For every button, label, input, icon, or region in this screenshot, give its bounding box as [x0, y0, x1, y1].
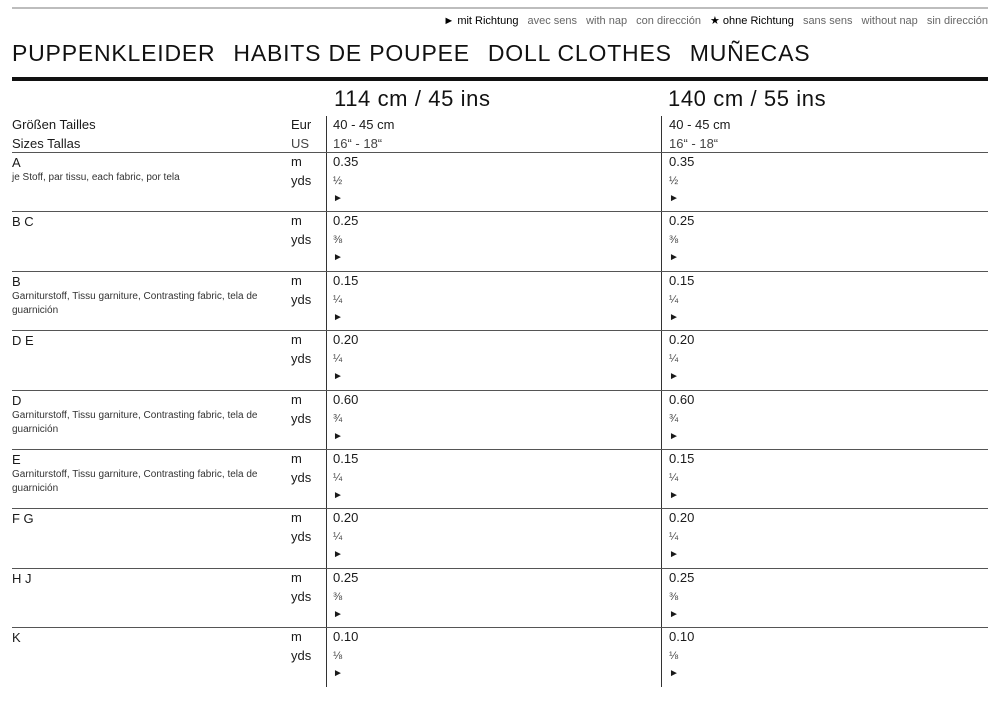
nap-arrow-icon: ►	[333, 489, 343, 501]
yardage-table	[12, 116, 988, 687]
yards-value-114: ¾	[333, 412, 343, 425]
unit-metric: m	[291, 272, 302, 288]
yards-value-140: ⅜	[669, 234, 679, 247]
title-en: DOLL CLOTHES	[487, 40, 672, 66]
legend-without-nap-fr: sans sens	[802, 15, 853, 27]
nap-arrow-icon: ►	[669, 430, 679, 442]
unit-imperial: yds	[291, 173, 312, 188]
metric-value-140: 0.20	[669, 332, 695, 348]
metric-value-114: 0.15	[333, 450, 359, 466]
yards-value-140: ⅜	[669, 590, 679, 603]
legend-with-nap-es: con dirección	[636, 15, 701, 27]
nap-legend	[437, 14, 988, 27]
metric-value-140: 0.25	[669, 569, 695, 585]
legend-with-nap-en: with nap	[586, 15, 628, 27]
fabric-width-114: 114 cm / 45 ins	[334, 86, 491, 111]
row-label: F G	[12, 511, 34, 527]
legend-with-nap-de: mit Richtung	[457, 15, 519, 27]
row-sublabel: Garniturstoff, Tissu garniture, Contrasting fabric, tela de guarnición	[12, 290, 258, 316]
yards-value-114: ½	[333, 175, 343, 187]
unit-imperial: yds	[291, 291, 312, 307]
metric-value-140: 0.25	[669, 213, 695, 229]
title-fr: HABITS DE POUPEE	[233, 40, 470, 66]
legend-with-nap-fr: avec sens	[527, 15, 578, 27]
yards-value-114: ¼	[333, 471, 343, 484]
nap-arrow-icon: ►	[669, 549, 679, 561]
row-sublabel: Garniturstoff, Tissu garniture, Contrasting fabric, tela de guarnición	[12, 409, 258, 435]
unit-metric: m	[291, 510, 302, 526]
title-rule	[12, 77, 988, 81]
unit-imperial: yds	[291, 588, 312, 604]
nap-arrow-icon: ►	[333, 371, 343, 383]
page-title	[12, 40, 828, 67]
metric-value-140: 0.15	[669, 450, 695, 466]
table-row	[12, 568, 988, 627]
unit-imperial: yds	[291, 648, 312, 664]
metric-value-114: 0.20	[333, 510, 359, 526]
yards-value-114: ⅛	[333, 650, 343, 663]
row-label: E	[12, 451, 21, 467]
yards-value-114: ¼	[333, 293, 343, 306]
unit-metric: m	[291, 154, 302, 169]
yards-value-140: ¼	[669, 531, 679, 544]
yards-value-140: ¼	[669, 353, 679, 366]
nap-arrow-icon: ►	[669, 668, 679, 680]
table-row	[12, 331, 988, 390]
row-sublabel: Garniturstoff, Tissu garniture, Contrasting fabric, tela de guarnición	[12, 468, 258, 494]
with-nap-arrow-icon: ►	[443, 15, 455, 27]
nap-arrow-icon: ►	[669, 489, 679, 501]
size-unit-eur: Eur	[291, 117, 312, 132]
metric-value-140: 0.10	[669, 629, 695, 645]
size-label-2: Sizes Tallas	[12, 136, 81, 151]
metric-value-114: 0.10	[333, 629, 359, 645]
yards-value-140: ½	[669, 175, 679, 187]
nap-arrow-icon: ►	[669, 193, 679, 204]
row-label: K	[12, 630, 21, 646]
unit-imperial: yds	[291, 232, 312, 248]
size-row	[12, 116, 988, 153]
top-divider	[12, 7, 988, 9]
unit-metric: m	[291, 450, 302, 466]
unit-metric: m	[291, 332, 302, 348]
table-row	[12, 449, 988, 508]
unit-imperial: yds	[291, 529, 312, 545]
table-row	[12, 390, 988, 449]
nap-arrow-icon: ►	[669, 608, 679, 620]
legend-without-nap-en: without nap	[861, 15, 918, 27]
title-de: PUPPENKLEIDER	[12, 40, 216, 66]
nap-arrow-icon: ►	[333, 549, 343, 561]
size-unit-us: US	[291, 136, 310, 151]
nap-arrow-icon: ►	[669, 311, 679, 323]
title-es: MUÑECAS	[689, 40, 811, 66]
row-label: A	[12, 155, 21, 170]
yards-value-114: ¼	[333, 353, 343, 366]
nap-arrow-icon: ►	[333, 430, 343, 442]
unit-metric: m	[291, 569, 302, 585]
row-label: D	[12, 392, 22, 408]
table-row	[12, 153, 988, 212]
yards-value-140: ¼	[669, 471, 679, 484]
metric-value-114: 0.25	[333, 569, 359, 585]
yards-value-140: ¼	[669, 293, 679, 306]
yards-value-114: ¼	[333, 531, 343, 544]
nap-arrow-icon: ►	[333, 193, 343, 204]
legend-without-nap-de: ohne Richtung	[722, 15, 794, 27]
fabric-width-140: 140 cm / 55 ins	[668, 86, 827, 111]
nap-arrow-icon: ►	[669, 252, 679, 264]
yards-value-140: ⅛	[669, 650, 679, 663]
unit-imperial: yds	[291, 351, 312, 367]
without-nap-star-icon: ★	[710, 15, 720, 27]
nap-arrow-icon: ►	[669, 371, 679, 383]
size-us-140: 16“ - 18“	[669, 136, 719, 151]
size-us-114: 16“ - 18“	[333, 136, 383, 151]
row-label: B C	[12, 214, 34, 230]
row-label: D E	[12, 333, 34, 349]
table-row	[12, 509, 988, 568]
metric-value-114: 0.60	[333, 391, 359, 407]
metric-value-140: 0.60	[669, 391, 695, 407]
table-row	[12, 271, 988, 330]
metric-value-140: 0.35	[669, 154, 695, 169]
yards-value-114: ⅜	[333, 590, 343, 603]
nap-arrow-icon: ►	[333, 311, 343, 323]
nap-arrow-icon: ►	[333, 608, 343, 620]
yards-value-114: ⅜	[333, 234, 343, 247]
size-eur-114: 40 - 45 cm	[333, 117, 395, 132]
nap-arrow-icon: ►	[333, 252, 343, 264]
size-eur-140: 40 - 45 cm	[669, 117, 731, 132]
unit-imperial: yds	[291, 469, 312, 485]
table-row	[12, 628, 988, 687]
row-label: B	[12, 273, 21, 289]
unit-metric: m	[291, 391, 302, 407]
row-sublabel: je Stoff, par tissu, each fabric, por tela	[12, 172, 180, 183]
metric-value-114: 0.35	[333, 154, 359, 169]
yards-value-140: ¾	[669, 412, 679, 425]
unit-metric: m	[291, 629, 302, 645]
size-label-1: Größen Tailles	[12, 117, 96, 132]
legend-without-nap-es: sin dirección	[926, 15, 988, 27]
unit-imperial: yds	[291, 410, 312, 426]
metric-value-114: 0.15	[333, 272, 359, 288]
metric-value-114: 0.20	[333, 332, 359, 348]
metric-value-114: 0.25	[333, 213, 359, 229]
metric-value-140: 0.15	[669, 272, 695, 288]
table-row	[12, 212, 988, 271]
row-label: H J	[12, 570, 32, 586]
nap-arrow-icon: ►	[333, 668, 343, 680]
metric-value-140: 0.20	[669, 510, 695, 526]
unit-metric: m	[291, 213, 302, 229]
